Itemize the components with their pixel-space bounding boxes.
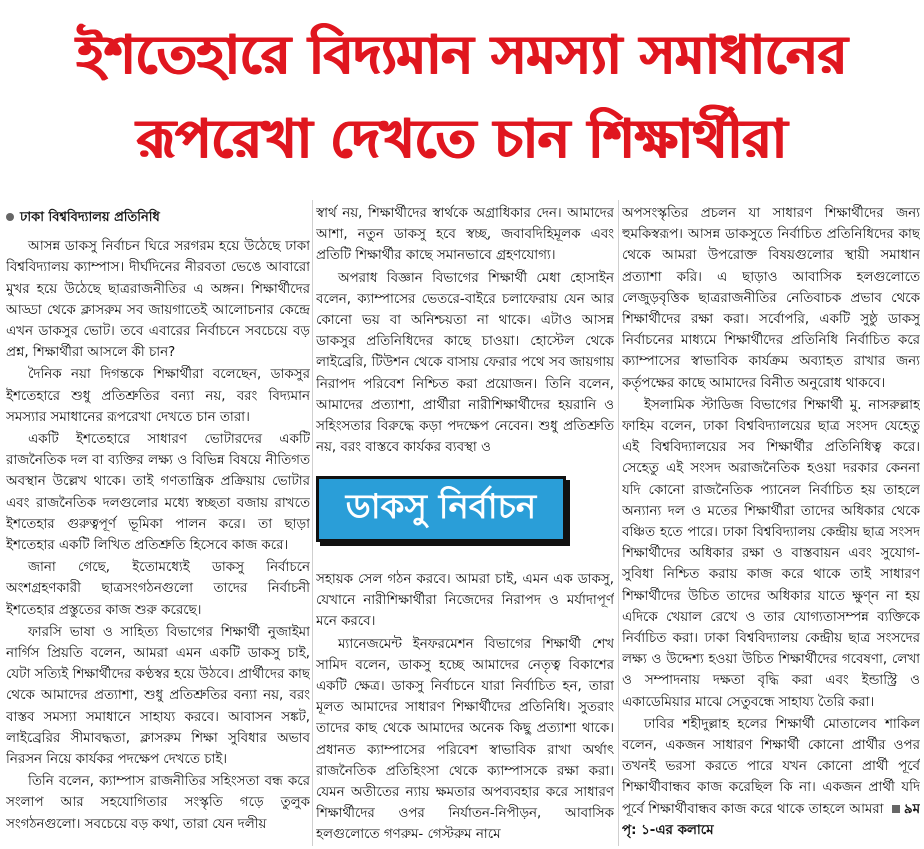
- paragraph: দৈনিক নয়া দিগন্তকে শিক্ষার্থীরা বলেছেন, ডাকসুর ইশতেহারে শুধু প্রতিশ্রুতির বন্যা নয়, বরং বিদ্যমান সমস্যার সমাধানের রূপরেখা দেখতে চান তারা।: [6, 367, 310, 425]
- paragraph: ম্যানেজমেন্ট ইনফরমেশন বিভাগের শিক্ষার্থী শেখ সামিদ বলেন, ডাকসু হচ্ছে আমাদের নেতৃত্ব বিকাশের একটি ক্ষেত্র। ডাকসু নির্বাচনে যারা নির্বাচিত হন, তারা মূলত আমাদের সাধারণ শিক্ষার্থীদের প্রতিনিধি। সুতরাং তাদের কাছ থেকে আমাদের অনেক কিছু প্রত্যাশা থাকে। প্রধানত ক্যাম্পাসের পরিবেশ স্বাভাবিক রাখা অর্থাৎ রাজনৈতিক প্রতিহিংসা থেকে ক্যাম্পাসকে রক্ষা করা। যেমন অতীতের ন্যায় ক্ষমতার অপব্যবহার করে সাধারণ শিক্ষার্থীদের ওপর নির্যাতন-নিপীড়ন, আবাসিক হলগুলোতে গণরুম- গেস্টরুম নামে: [316, 636, 614, 843]
- column-divider: [312, 200, 313, 846]
- headline-line-1: ইশতেহারে বিদ্যমান সমস্যা সমাধানের: [76, 24, 848, 86]
- paragraph: তিনি বলেন, ক্যাম্পাস রাজনীতির সহিংসতা বন্ধ করে সংলাপ আর সহযোগিতার সংস্কৃতি গড়ে তুলুক সংগঠনগুলো। সবচেয়ে বড় কথা, তারা যেন দলীয়: [6, 774, 310, 832]
- headline: [0, 0, 924, 195]
- section-tag: [316, 476, 566, 542]
- paragraph: একটি ইশতেহারে সাধারণ ভোটারদের একটি রাজনৈতিক দল বা ব্যক্তির লক্ষ্য ও বিভিন্ন বিষয়ে নীতিগত অবস্থান উল্লেখ থাকে। তাই গণতান্ত্রিক প্রক্রিয়ায় ভোটার এবং রাজনৈতিক দলগুলোর মধ্যে স্বচ্ছতা বজায় রাখতে ইশতেহার গুরুত্বপূর্ণ ভূমিকা পালন করে। তা ছাড়া ইশতেহার একটি লিখিত প্রতিশ্রুতি হিসেবে কাজ করে।: [6, 432, 310, 554]
- dateline: [6, 207, 310, 228]
- article-column-1: [6, 203, 310, 847]
- paragraph: [622, 714, 920, 841]
- column-divider: [618, 200, 619, 846]
- section-tag-label: ডাকসু নির্বাচন: [345, 486, 537, 527]
- paragraph: ইসলামিক স্টাডিজ বিভাগের শিক্ষার্থী মু. নাসরুল্লাহ ফাহিম বলেন, ঢাকা বিশ্ববিদ্যালয়ের ছাত্র সংসদ যেহেতু এই বিশ্ববিদ্যালয়ের সব শিক্ষার্থীর প্রতিনিধিত্ব করে। সেহেতু এই সংসদ অরাজনৈতিক হওয়া দরকার কেননা যদি কোনো রাজনৈতিক প্যানেল নির্বাচিত হয় তাহলে অন্যান্য দল ও মতের শিক্ষার্থীরা তাদের অধিকার থেকে বঞ্চিত হতে পারে। ঢাকা বিশ্ববিদ্যালয় কেন্দ্রীয় ছাত্র সংসদ শিক্ষার্থীদের অধিকার রক্ষা ও বাস্তবায়ন এবং সুযোগ-সুবিধা নিশ্চিত করায় কাজ করে থাকে তাই সাধারণ শিক্ষার্থীদের উচিত তাদের অধিকার যাতে ক্ষুণ্ন না হয় এদিকে খেয়াল রেখে ও তার যোগ্যতাসম্পন্ন ব্যক্তিকে নির্বাচিত করা। ঢাকা বিশ্ববিদ্যালয় কেন্দ্রীয় ছাত্র সংসদের লক্ষ্য ও উদ্দেশ্য হওয়া উচিত শিক্ষার্থীদের গবেষণা, লেখা ও সম্পাদনায় দক্ষতা বৃদ্ধি করা এবং ইন্ডাস্ট্রি ও একাডেমিয়ার মাঝে সেতুবন্ধে সাহায্য তৈরি করা।: [622, 397, 920, 710]
- paragraph-text: ঢাবির শহীদুল্লাহ হলের শিক্ষার্থী মোতালেব শাকিল বলেন, একজন সাধারণ শিক্ষার্থী কোনো প্রার্থীর ওপর তখনই ভরসা করতে পারে যখন কোনো প্রার্থী পূর্বে শিক্ষার্থীবান্ধব কাজ করেছিল কি না। একজন প্রার্থী যদি পূর্বে শিক্ষার্থীবান্ধব কাজ করে থাকে তাহলে আমরা: [622, 716, 920, 817]
- paragraph: অপরাধ বিজ্ঞান বিভাগের শিক্ষার্থী মেধা হোসাইন বলেন, ক্যাম্পাসের ভেতরে-বাইরে চলাফেরায় যেন আর কোনো ভয় বা অনিশ্চয়তা না থাকে। এটাও আসন্ন ডাকসুর প্রতিনিধিদের কাছে চাওয়া। হোস্টেল থেকে লাইব্রেরি, টিউশন থেকে বাসায় ফেরার পথে সব জায়গায় নিরাপদ পরিবেশ নিশ্চিত করা প্রয়োজন। তিনি বলেন, আমাদের প্রত্যাশা, প্রার্থীরা নারীশিক্ষার্থীদের হয়রানি ও সহিংসতার বিরুদ্ধে কড়া পদক্ষেপ নেবেন। শুধু প্রতিশ্রুতি নয়, বরং বাস্তবে কার্যকর ব্যবস্থা ও: [316, 270, 614, 456]
- square-bullet-icon: [892, 805, 900, 813]
- paragraph: জানা গেছে, ইতোমধ্যেই ডাকসু নির্বাচনে অংশগ্রহণকারী ছাত্রসংগঠনগুলো তাদের নির্বাচনী ইশতেহার প্রস্তুতের কাজ শুরু করেছে।: [6, 560, 310, 618]
- paragraph: ফারসি ভাষা ও সাহিত্য বিভাগের শিক্ষার্থী নুজাইমা নার্গিস প্রিয়তি বলেন, আমরা এমন একটি ডাকসু চাই, যেটা সত্যিই শিক্ষার্থীদের কণ্ঠস্বর হয়ে উঠবে। প্রার্থীদের কাছ থেকে আমাদের প্রত্যাশা, শুধু প্রতিশ্রুতির বন্যা নয়, বরং বাস্তব সমস্যা সমাধানে সাহায্য করবে। আবাসন সঙ্কট, লাইব্রেরির সীমাবদ্ধতা, ক্লাসরুম শিক্ষা সুবিধার অভাব নিরসন নিয়ে কার্যকর পদক্ষেপ দেখতে চাই।: [6, 624, 310, 768]
- paragraph: অপসংস্কৃতির প্রচলন যা সাধারণ শিক্ষার্থীদের জন্য হুমকিস্বরূপ। আসন্ন ডাকসুতে নির্বাচিত প্রতিনিধিদের কাছ থেকে আমরা উপরোক্ত বিষয়গুলোর স্থায়ী সমাধান প্রত্যাশা করি। এ ছাড়াও আবাসিক হলগুলোতে লেজুড়বৃত্তিক ছাত্ররাজনীতির নেতিবাচক প্রভাব থেকে শিক্ষার্থীদের রক্ষা করা। সর্বোপরি, একটি সুষ্ঠু ডাকসু নির্বাচনের মাধ্যমে শিক্ষার্থীদের প্রতিনিধি নির্বাচিত করে ক্যাম্পাসের স্বাভাবিক কার্যক্রম অব্যাহত রাখার জন্য কর্তৃপক্ষের কাছে আমাদের বিনীত অনুরোধ থাকবে।: [622, 206, 920, 391]
- article-column-3: [622, 203, 920, 847]
- headline-line-2: রূপরেখা দেখতে চান শিক্ষার্থীরা: [136, 108, 788, 170]
- dateline-text: ঢাকা বিশ্ববিদ্যালয় প্রতিনিধি: [20, 210, 160, 225]
- paragraph: আসন্ন ডাকসু নির্বাচন ঘিরে সরগরম হয়ে উঠেছে ঢাকা বিশ্ববিদ্যালয় ক্যাম্পাস। দীর্ঘদিনের নীরবতা ভেঙে আবারো মুখর হয়ে উঠেছে ছাত্ররাজনীতির এ অঙ্গন। শিক্ষার্থীদের আড্ডা থেকে ক্লাসরুম সব জায়গাতেই আলোচনার কেন্দ্রে এখন ডাকসুর ভোট। তবে এবারের নির্বাচনে সবচেয়ে বড় প্রশ্ন, শিক্ষার্থীরা আসলে কী চান?: [6, 239, 310, 361]
- bullet-icon: [6, 213, 14, 221]
- paragraph: সহায়ক সেল গঠন করবে। আমরা চাই, এমন এক ডাকসু, যেখানে নারীশিক্ষার্থীরা নিজেদের নিরাপদ ও মর্যাদাপূর্ণ মনে করবে।: [316, 572, 614, 630]
- paragraph: স্বার্থ নয়, শিক্ষার্থীদের স্বার্থকে অগ্রাধিকার দেন। আমাদের আশা, নতুন ডাকসু হবে স্বচ্ছ, জবাবদিহিমূলক এবং প্রতিটি শিক্ষার্থীর কাছে সমানভাবে গ্রহণযোগ্য।: [316, 206, 614, 264]
- column-2-bottom: [316, 569, 614, 847]
- continuation-text: ৯ম পৃ: ১-এর কলামে: [622, 801, 920, 838]
- column-2-top: [316, 203, 614, 469]
